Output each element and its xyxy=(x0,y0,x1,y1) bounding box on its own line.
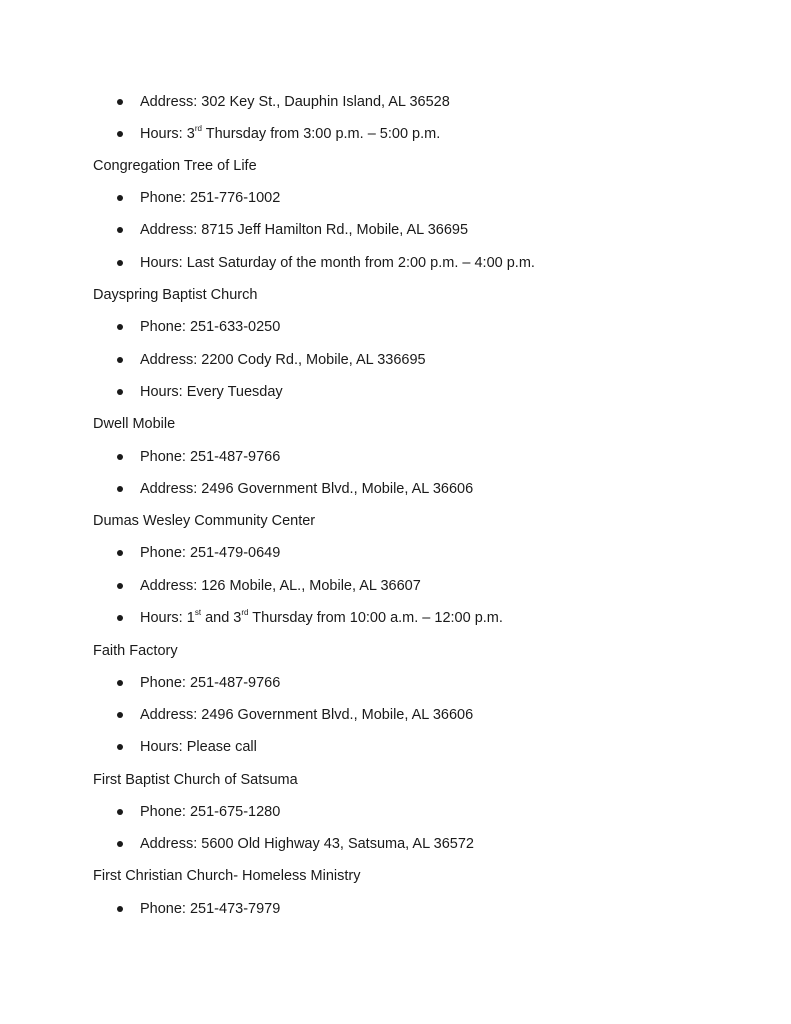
bullet-icon xyxy=(117,486,123,492)
address-text: Address: 5600 Old Highway 43, Satsuma, AL 36572 xyxy=(140,836,474,852)
phone-text: Phone: 251-479-0649 xyxy=(140,545,281,561)
hours-text: Hours: Last Saturday of the month from 2:00 p.m. – 4:00 p.m. xyxy=(140,255,535,271)
org-name: Dwell Mobile xyxy=(93,416,176,432)
address-text: Address: 2496 Government Blvd., Mobile, AL 36606 xyxy=(140,707,474,723)
org-name: First Baptist Church of Satsuma xyxy=(93,772,298,788)
bullet-icon xyxy=(117,550,123,556)
phone-text: Phone: 251-633-0250 xyxy=(140,319,281,335)
address-text: Address: 2200 Cody Rd., Mobile, AL 336695 xyxy=(140,352,426,368)
address-value: 302 Key St., Dauphin Island, AL 36528 xyxy=(201,94,450,110)
bullet-icon xyxy=(117,324,123,330)
bullet-icon xyxy=(117,712,123,718)
hours-text: Hours: Please call xyxy=(140,739,257,755)
bullet-icon xyxy=(117,389,123,395)
org-name: Dayspring Baptist Church xyxy=(93,287,258,303)
hours-text: Hours: Every Tuesday xyxy=(140,384,283,400)
bullet-icon xyxy=(117,357,123,363)
address-text: Address: 8715 Jeff Hamilton Rd., Mobile, AL 36695 xyxy=(140,222,469,238)
hours-label: Hours: xyxy=(140,126,187,142)
bullet-icon xyxy=(117,906,123,912)
org-name: Congregation Tree of Life xyxy=(93,158,257,174)
bullet-icon xyxy=(117,454,123,460)
bullet-icon xyxy=(117,131,123,137)
phone-text: Phone: 251-776-1002 xyxy=(140,190,281,206)
address-label: Address: xyxy=(140,94,202,110)
bullet-icon xyxy=(117,841,123,847)
address-text: Address: 126 Mobile, AL., Mobile, AL 36607 xyxy=(140,578,421,594)
org-name: First Christian Church- Homeless Ministry xyxy=(93,868,361,884)
hours-text: Hours: 1st and 3rd Thursday from 10:00 a.m. – 12:00 p.m. xyxy=(140,608,503,626)
bullet-icon xyxy=(117,227,123,233)
phone-text: Phone: 251-487-9766 xyxy=(140,449,281,465)
bullet-icon xyxy=(117,680,123,686)
bullet-icon xyxy=(117,99,123,105)
bullet-icon xyxy=(117,260,123,266)
address-text: Address: 2496 Government Blvd., Mobile, AL 36606 xyxy=(140,481,474,497)
document-page: Address: 302 Key St., Dauphin Island, AL 36528 Hours: 3rd Thursday from 3:00 p.m. – 5:00 p.m. Congregation Tree of Life Phone: 251-776-1002 Address: 8715 Jeff Hamilton Rd., Mobile, AL 36695 Hours: Last Saturday of the month from 2:00 p.m. – 4:00 p.m. Dayspring Baptist Church Phone: 251-633-0250 Address: 2200 Cody Rd., Mobile, AL 336695 Hours: Every Tuesday Dwell Mobile Phone: 251-487-9766 Address: 2496 Government Blvd., Mobile, AL 36606 Dumas Wesley Community Center Phone: 251-479-0649 Address: 126 Mobile, AL., Mobile, AL 36607 Hours: 1st and 3rd Thursday from 10:00 a.m. – 12:00 p.m. Faith Factory Phone: 251-487-9766 Address: 2496 Government Blvd., Mobile, AL 36606 Hours: Please call First Baptist Church of Satsuma Phone: 251-675-1280 Address: 5600 Old Highway 43, Satsuma, AL 36572 First Christian Church- Homeless Ministry Phone: 251-473-7979 xyxy=(93,94,535,917)
bullet-icon xyxy=(117,615,123,621)
org-name: Dumas Wesley Community Center xyxy=(93,513,316,529)
phone-text: Phone: 251-675-1280 xyxy=(140,804,281,820)
bullet-icon xyxy=(117,583,123,589)
org-name: Faith Factory xyxy=(93,643,178,659)
bullet-icon xyxy=(117,809,123,815)
phone-text: Phone: 251-487-9766 xyxy=(140,675,281,691)
bullet-icon xyxy=(117,195,123,201)
phone-text: Phone: 251-473-7979 xyxy=(140,901,281,917)
bullet-icon xyxy=(117,744,123,750)
